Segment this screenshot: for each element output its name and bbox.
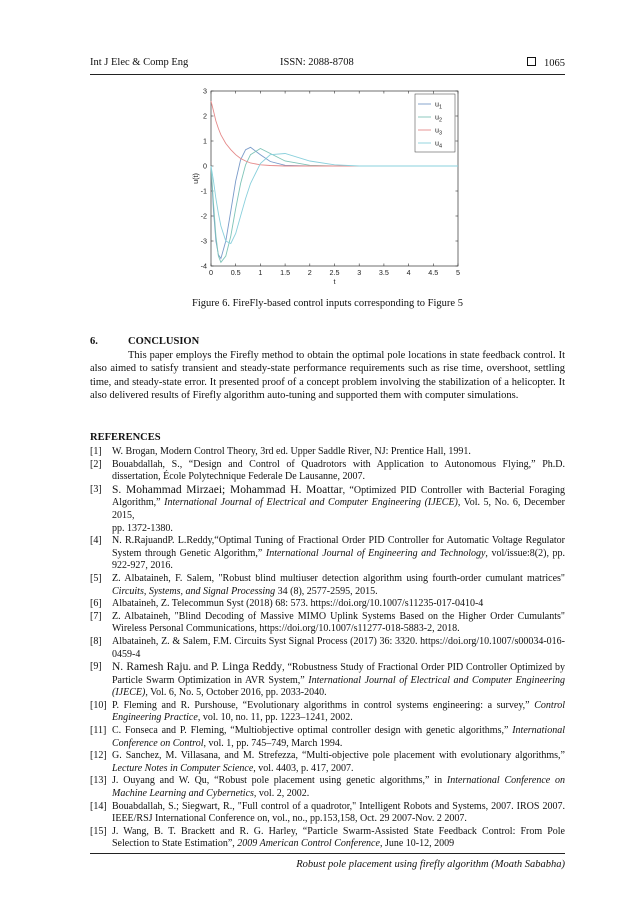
reference-text: Lecture Notes in Computer Science (112, 762, 254, 774)
reference-item (90, 446, 565, 459)
y-tick-label: 1 (203, 136, 207, 146)
reference-number: [13] (90, 775, 107, 787)
y-axis-label: u(t) (191, 173, 200, 184)
reference-item (90, 598, 565, 611)
section-title: CONCLUSION (128, 336, 200, 347)
reference-text: Z. Albataineh, "Blind Decoding of Massive MIMO Uplink Systems Based on the Higher Order Cumulants" Wireless Personal Communications, https://doi.org/10.1007/s11277-018-5883-2, 2018. (112, 610, 565, 635)
legend-label-subscript: 2 (439, 117, 443, 124)
reference-text: Circuits, Systems, and Signal Processing (112, 585, 276, 597)
y-tick-label: -3 (200, 236, 207, 246)
conclusion-paragraph: This paper employs the Firefly method to obtain the optimal pole locations in state feedback control. It also aimed to satisfy transient and steady-state performance requirements such as rise time, overshoot, settling time, and steady-state error. It presented proof of a concept problem involving the stabilization of a helicopter. It also delivered results of Firefly algorithm auto-tuning and supported them with computer simulations. (90, 350, 565, 401)
reference-item (90, 826, 565, 851)
legend-label-base: u (435, 138, 439, 148)
reference-number: [10] (90, 699, 107, 711)
reference-text: International Conference on Machine Learning and Cybernetics, (112, 775, 566, 800)
reference-text: G. Sanchez, M. Villasana, and M. Strefezza, “Multi-objective pole placement with evolutionary algorithms,” (112, 750, 565, 762)
reference-item (90, 775, 565, 800)
reference-text: , “Optimized PID Controller with Bacterial Foraging Algorithm,” (112, 484, 565, 509)
issn: ISSN: 2088-8708 (280, 57, 354, 68)
reference-text: , vol. 1, pp. 745–749, March 1994. (203, 737, 343, 749)
reference-item (90, 725, 565, 750)
reference-number: [5] (90, 572, 102, 584)
reference-item (90, 700, 565, 725)
legend-label-base: u (435, 125, 439, 135)
journal-name: Int J Elec & Comp Eng (90, 57, 189, 68)
reference-text: P. Fleming and R. Purshouse, “Evolutionary algorithms in control systems engineering: a survey,” (112, 699, 535, 711)
reference-text: J. Ouyang and W. Qu, “Robust pole placement using genetic algorithms,” in (112, 775, 447, 787)
reference-text: , Vol. 5, No. 6, December 2015, (112, 497, 565, 521)
legend-label-subscript: 3 (439, 130, 443, 137)
page-number-group (527, 57, 565, 69)
reference-item (90, 636, 565, 661)
legend-label-base: u (435, 99, 439, 109)
reference-number: [8] (90, 635, 102, 647)
reference-text: , “Robustness Study of Fractional Order PID Controller Optimized by Particle Swarm Optimization in AVR System,” (112, 662, 565, 686)
reference-text: , vol. 4403, p. 417, 2007. (253, 762, 354, 774)
section-heading (90, 336, 199, 347)
reference-text: Mohammad H. Moattar (229, 483, 343, 496)
reference-text: pp. 1372-1380. (112, 522, 173, 534)
reference-number: [6] (90, 598, 102, 610)
reference-number: [2] (90, 458, 102, 470)
reference-item (90, 573, 565, 598)
reference-number: [15] (90, 825, 107, 837)
reference-text: 34 (8), 2577-2595, 2015. (275, 585, 378, 597)
reference-item (90, 801, 565, 826)
header-rule (90, 74, 565, 75)
reference-text: Z. Albataineh, F. Salem, "Robust blind multiuser detection algorithm using fourth-order cumulant matrices" (112, 572, 565, 584)
reference-number: [4] (90, 535, 102, 547)
y-tick-label: 2 (203, 111, 207, 121)
y-tick-label: -4 (200, 261, 207, 271)
reference-number: [14] (90, 800, 107, 812)
legend-label-subscript: 4 (439, 143, 443, 150)
reference-text: International Conference on Control (112, 725, 565, 749)
reference-text: Bouabdallah, S.; Siegwart, R., "Full control of a quadrotor," Intelligent Robots and Systems, 2007. IROS 2007. IEEE/RSJ International Conference on, vol., no., pp.153,158, Oct. 29 2007-Nov. 2 2007. (112, 800, 565, 825)
y-tick-label: 3 (203, 86, 207, 96)
x-tick-label: 0 (209, 268, 213, 277)
x-tick-label: 5 (456, 268, 460, 277)
reference-text: Control Engineering Practice (112, 699, 565, 724)
footer-rule (90, 853, 565, 854)
reference-text: 2009 American Control Conference (237, 838, 380, 850)
reference-text: , vol/issue:8(2), pp. 922-927, 2016. (112, 547, 565, 572)
reference-text: S. Mohammad Mirzaei; (112, 483, 230, 496)
reference-number: [1] (90, 446, 102, 457)
control-inputs-chart (190, 85, 475, 290)
running-header (90, 57, 565, 73)
reference-text: N. R.RajuandP. L.Reddy,“Optimal Tuning of Fractional Order PID Controller for Automatic Voltage Regulator System through Genetic Algorithm,” (112, 535, 565, 559)
references-heading: REFERENCES (90, 432, 161, 443)
y-tick-label: 0 (203, 161, 207, 171)
reference-text: P. Linga Reddy (210, 661, 283, 674)
reference-item (90, 661, 565, 700)
x-tick-label: 4 (406, 268, 411, 277)
reference-text: Bouabdallah, S., “Design and Control of Quadrotors with Application to Autonomous Flying,” Ph.D. dissertation, École Polytechnique Federale De Lausanne, 2007. (112, 458, 565, 483)
reference-text: Albataineh, Z. Telecommun Syst (2018) 68: 573. https://doi.org/10.1007/s11235-017-0410-4 (112, 598, 484, 610)
reference-text: N. Ramesh Raju (112, 661, 189, 674)
page-number: 1065 (544, 58, 565, 69)
reference-item (90, 459, 565, 484)
x-tick-label: 3.5 (378, 268, 389, 277)
x-tick-label: 2 (307, 268, 312, 277)
reference-number: [12] (90, 750, 107, 762)
reference-text: vol. 2, 2002. (256, 788, 310, 800)
x-tick-label: 1 (258, 268, 263, 277)
reference-text: International Journal of Electrical and Computer Engineering (IJECE) (164, 497, 458, 509)
reference-number: [11] (90, 725, 107, 737)
legend-label-base: u (435, 112, 439, 122)
legend-label-subscript: 1 (439, 104, 443, 111)
references-list (90, 446, 565, 851)
x-tick-label: 1.5 (280, 268, 291, 277)
reference-text: Albataineh, Z. & Salem, F.M. Circuits Syst Signal Process (2017) 36: 3320. https://doi.org/10.1007/s00034-016-0459-4 (112, 635, 565, 660)
y-tick-label: -1 (200, 186, 207, 196)
reference-text: International Journal of Electrical and Computer Engineering (IJECE) (112, 674, 565, 699)
running-footer: Robust pole placement using firefly algorithm (Moath Sababha) (296, 859, 565, 870)
reference-item (90, 484, 565, 535)
x-tick-label: 0.5 (230, 268, 241, 277)
reference-text: , Vol. 6, No. 5, October 2016, pp. 2033-2040. (145, 687, 327, 699)
reference-text: , vol. 10, no. 11, pp. 1223–1241, 2002. (197, 712, 353, 724)
x-tick-label: 4.5 (428, 268, 439, 277)
reference-item (90, 535, 565, 573)
reference-text: J. Wang, B. T. Brackett and R. G. Harley, “Particle Swarm-Assisted State Feedback Control: From Pole Selection to State Estimation”, (112, 825, 565, 850)
x-axis-label: t (333, 277, 336, 286)
y-tick-label: -2 (200, 211, 207, 221)
section-number: 6. (90, 336, 98, 347)
reference-text: International Journal of Engineering and Technology (265, 547, 486, 559)
reference-number: [7] (90, 610, 102, 622)
figure-caption: Figure 6. FireFly-based control inputs corresponding to Figure 5 (192, 298, 463, 309)
reference-text: . and (188, 662, 211, 674)
x-tick-label: 2.5 (329, 268, 340, 277)
reference-text: W. Brogan, Modern Control Theory, 3rd ed. Upper Saddle River, NJ: Prentice Hall, 1991. (112, 446, 471, 457)
reference-item (90, 611, 565, 636)
reference-text: C. Fonseca and P. Fleming, “Multiobjective optimal controller design with genetic algorithms,” (112, 725, 513, 737)
reference-item (90, 750, 565, 775)
reference-number: [3] (90, 483, 102, 495)
reference-text: , June 10-12, 2009 (379, 838, 455, 850)
checkbox-square-icon (527, 57, 536, 66)
x-tick-label: 3 (357, 268, 362, 277)
reference-number: [9] (90, 661, 102, 673)
